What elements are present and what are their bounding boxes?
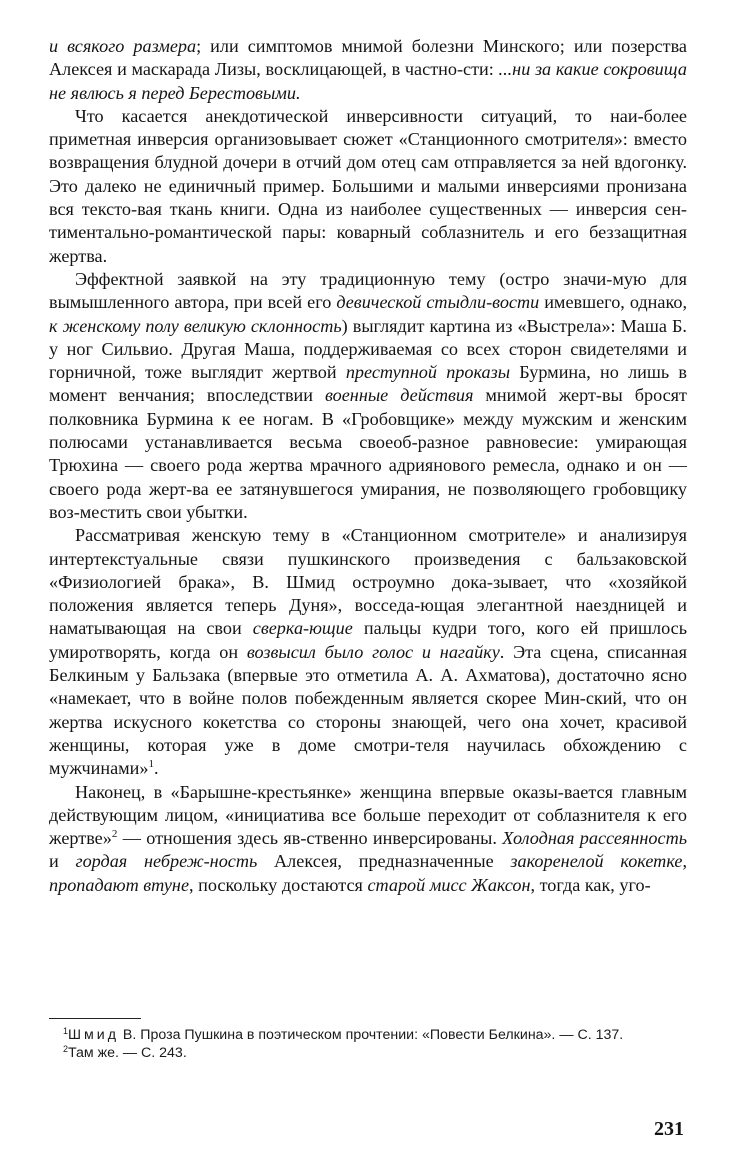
footnote-number: 1 [63, 1026, 69, 1036]
text-run: Эффектной заявкой на эту традиционную тему (остро значи-мую для вымышленного автора, при всей его [49, 268, 687, 313]
paragraph [49, 781, 687, 897]
italic-quote: ...ни за какие сокровища не явлюсь я перед Берестовыми. [49, 59, 687, 103]
italic-quote: возвысил было голос и нагайку [246, 641, 500, 662]
footnote-reference: 2 [111, 828, 118, 841]
footnote-2 [49, 1044, 687, 1062]
text-run: , тогда как, уго- [530, 874, 651, 895]
italic-quote: к женскому полу великую склонность [49, 315, 342, 336]
text-run: Бурмина, но лишь в момент венчания; впоследствии [49, 362, 687, 406]
text-run: ; или симптомов мнимой болезни Минского; или позерства Алексея и маскарада Лизы, восклицающей, в частно-сти: [49, 36, 687, 80]
text-run: ) выглядит картина из «Выстрела»: Маша Б. у ног Сильвио. Другая Маша, поддерживаемая со всех сторон свидетелями и горничной, тоже выглядит жертвой [49, 315, 687, 383]
italic-quote: девической стыдли-вости [336, 292, 540, 313]
footnote-text: В. Проза Пушкина в поэтическом прочтении: «Повести Белкина». — С. 137. [118, 1027, 624, 1043]
italic-quote: закоренелой кокетке [510, 851, 683, 872]
text-run: — отношения здесь яв-ственно инверсированы. [117, 828, 503, 849]
text-run: , [682, 851, 687, 872]
text-run: мнимой жерт-вы бросят полковника Бурмина к ее ногам. В «Гробовщике» между мужским и женским полюсами устанавливается весьма своеоб-разное равновесие: умирающая Трюхина — своего рода жертва мрачного адриянового ремесла, однако и он — своего рода жерт-ва ее затянувшегося умирания, не позволяющего гробовщику воз-местить свои убытки. [49, 385, 687, 522]
text-run: . Эта сцена, списанная Белкиным у Бальзака (впервые это отметила А. А. Ахматова), достаточно ясно «намекает, что в войне полов побежденным является скорее Мин-ский, что он жертва искусного кокетства со стороны знающей, чего она хочет, красивой женщины, которая уже в доме смотри-теля научилась обхождению с мужчинами» [49, 641, 687, 779]
footnote-author: Шмид [68, 1027, 119, 1043]
italic-quote: пропадают втуне [49, 874, 190, 895]
text-run: Наконец, в «Барышне-крестьянке» женщина впервые оказы-вается главным действующим лицом, «инициатива все больше переходит от соблазнителя к его жертве» [49, 781, 687, 849]
italic-quote: военные действия [324, 385, 474, 406]
footnote-divider [49, 1018, 141, 1019]
italic-quote: гордая небреж-ность [75, 851, 258, 872]
italic-quote: преступной проказы [345, 362, 511, 383]
text-run: имевшего, однако, [539, 292, 687, 313]
italic-quote: Холодная рассеянность [502, 828, 688, 849]
footnotes [49, 1026, 687, 1062]
paragraph [49, 268, 687, 524]
footnote-text: Там же. — С. 243. [68, 1045, 187, 1061]
body-text [49, 35, 687, 897]
text-run: , поскольку достаются [189, 874, 368, 895]
paragraph [49, 105, 687, 268]
footnote-1 [49, 1026, 687, 1044]
paragraph [49, 524, 687, 780]
text-run: пальцы кудри того, кого ей пришлось умиротворять, когда он [49, 618, 687, 662]
text-run: и [49, 851, 76, 872]
text-run: Что касается анекдотической инверсивности ситуаций, то наи-более приметная инверсия организовывает сюжет «Станционного смотрителя»: вместо возвращения блудной дочери в отчий дом отец сам отправляется за ней вдогонку. Это далеко не единичный пример. Большими и малыми инверсиями пронизана вся тексто-вая ткань книги. Одна из наиболее существенных — инверсия сен-тиментально-романтической пары: коварный соблазнитель и его беззащитная жертва. [49, 105, 687, 266]
page-number: 231 [654, 1118, 684, 1140]
text-run: Рассматривая женскую тему в «Станционном смотрителе» и анализируя интертекстуальные связи пушкинского произведения с бальзаковской «Физиологией брака», В. Шмид остроумно дока-зывает, что «хозяйкой положения является теперь Дуня», восседа-ющая элегантной наездницей и наматывающая на свои [49, 525, 687, 639]
italic-quote: и всякого размера [49, 36, 197, 56]
footnote-number: 2 [63, 1044, 69, 1054]
italic-quote: старой мисс Жаксон [367, 874, 531, 895]
italic-quote: сверка-ющие [252, 618, 353, 639]
footnote-reference: 1 [148, 758, 154, 771]
text-run: . [154, 758, 159, 779]
paragraph [49, 35, 687, 105]
text-run: Алексея, предназначенные [257, 851, 511, 872]
